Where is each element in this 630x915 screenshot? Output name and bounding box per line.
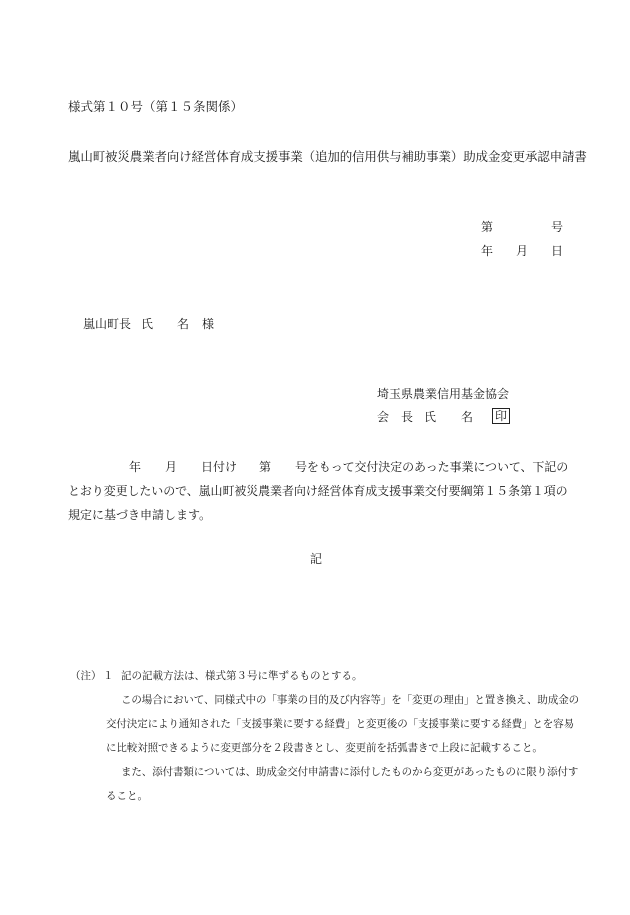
addressee-title: 嵐山町長 bbox=[83, 317, 132, 331]
notes-para2-line1: また、添付書類については、助成金交付申請書に添付したものから変更があったものに限り添付す bbox=[121, 766, 579, 778]
notes-para1-line1: この場合において、同様式中の「事業の目的及び内容等」を「変更の理由」と置き換え、助成金の bbox=[121, 694, 580, 706]
notes-label: （注） bbox=[70, 670, 102, 682]
doc-date-day: 日 bbox=[551, 244, 564, 258]
applicant-name-label-2: 名 bbox=[461, 410, 474, 424]
addressee-honorific: 様 bbox=[202, 317, 215, 331]
seal-text: 印 bbox=[492, 408, 510, 424]
applicant-organization: 埼玉県農業信用基金協会 bbox=[377, 387, 510, 401]
notes-item-number: １ bbox=[103, 670, 114, 682]
doc-number-suffix: 号 bbox=[551, 220, 564, 234]
body-line2: とおり変更したいので、嵐山町被災農業者向け経営体育成支援事業交付要綱第１５条第１項の bbox=[68, 484, 568, 498]
form-number: 様式第１０号（第１５条関係） bbox=[68, 99, 244, 114]
addressee-name-label-1: 氏 bbox=[141, 317, 154, 331]
applicant-name-label-1: 氏 bbox=[424, 410, 437, 424]
applicant-role-1: 会 bbox=[377, 410, 390, 424]
doc-date-month: 月 bbox=[516, 244, 529, 258]
notes-para1-line3: に比較対照できるように変更部分を２段書きとし、変更前を括弧書きで上段に記載すること。 bbox=[106, 742, 543, 754]
body-line1-month: 月 bbox=[165, 460, 178, 474]
notes-item1: 記の記載方法は、様式第３号に準ずるものとする。 bbox=[121, 670, 363, 682]
addressee-name-label-2: 名 bbox=[177, 317, 190, 331]
record-heading: 記 bbox=[310, 552, 323, 566]
body-line1-rest: 号をもって交付決定のあった事業について、下記の bbox=[295, 460, 569, 474]
body-line3: 規定に基づき申請します。 bbox=[68, 508, 212, 522]
seal-mark bbox=[492, 408, 510, 424]
applicant-role-2: 長 bbox=[401, 410, 414, 424]
doc-date-year: 年 bbox=[481, 244, 494, 258]
doc-number-prefix: 第 bbox=[481, 220, 494, 234]
notes-para1-line2: 交付決定により通知された「支援事業に要する経費」と変更後の「支援事業に要する経費」とを容易 bbox=[106, 718, 574, 730]
body-line1-number-prefix: 第 bbox=[259, 460, 272, 474]
body-line1-year: 年 bbox=[129, 460, 142, 474]
document-title: 嵐山町被災農業者向け経営体育成支援事業（追加的信用供与補助事業）助成金変更承認申請書 bbox=[68, 149, 587, 164]
notes-para2-line2: ること。 bbox=[106, 790, 148, 802]
body-line1-date-suffix: 日付け bbox=[201, 460, 238, 474]
